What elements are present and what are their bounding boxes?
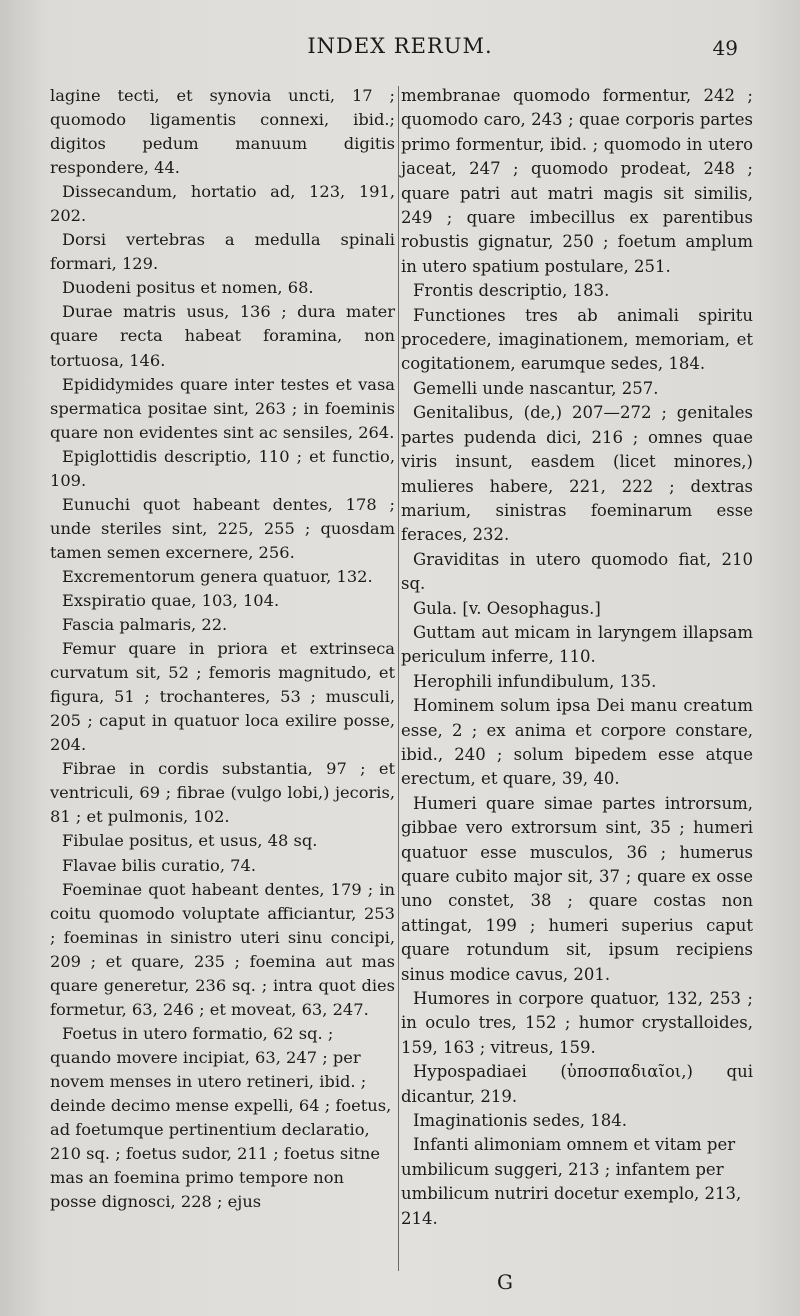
index-entry: Epiglottidis descriptio, 110 ; et functio, 109. — [50, 446, 395, 490]
index-entry: Functiones tres ab animali spiritu procedere, imaginationem, memoriam, et cogitationem, earumque sedes, 184. — [401, 305, 753, 374]
index-entry: Humores in corpore quatuor, 132, 253 ; in oculo tres, 152 ; humor crystalloides, 159, 163 ; vitreus, 159. — [401, 989, 753, 1057]
index-column-left — [50, 84, 395, 1214]
index-entry: Durae matris usus, 136 ; dura mater quare recta habeat foramina, non tortuosa, 146. — [50, 302, 395, 370]
running-head — [0, 34, 800, 62]
index-entry: Infanti alimoniam omnem et vitam per umbilicum suggeri, 213 ; infantem per umbilicum nutriri docetur exemplo, 213, 214. — [401, 1135, 742, 1228]
index-entry: Epididymides quare inter testes et vasa spermatica positae sint, 263 ; in foeminis quare non evidentes sint ac sensiles, 264. — [50, 374, 395, 442]
index-entry: Imaginationis sedes, 184. — [413, 1111, 628, 1131]
index-entry: Herophili infundibulum, 135. — [413, 671, 657, 691]
index-entry: Excrementorum genera quatuor, 132. — [62, 566, 373, 586]
index-entry: Genitalibus, (de,) 207—272 ; genitales partes pudenda dici, 216 ; omnes quae viris insunt, easdem (licet minores,) mulieres habere, 221, 222 ; dextras marium, sinistras foeminarum esse feraces, 232. — [401, 403, 753, 545]
index-entry: Guttam aut micam in laryngem illapsam periculum inferre, 110. — [401, 622, 753, 667]
index-entry: lagine tecti, et synovia uncti, 17 ; quomodo ligamentis connexi, ibid.; digitos pedum manuum digitis respondere, 44. — [50, 86, 395, 178]
index-entry: Hypospadiaei (ὑποσπαδιαῖοι,) qui dicantur, 219. — [401, 1062, 753, 1106]
index-column-right — [401, 84, 753, 1231]
index-entry: Femur quare in priora et extrinseca curvatum sit, 52 ; femoris magnitudo, et figura, 51 ; trochanteres, 53 ; musculi, 205 ; caput in quatuor loca exilire posse, 204. — [50, 639, 395, 755]
index-entry: Fibulae positus, et usus, 48 sq. — [62, 831, 318, 851]
index-entry: Eunuchi quot habeant dentes, 178 ; unde steriles sint, 225, 255 ; quosdam tamen semen excernere, 256. — [50, 494, 395, 562]
index-entry: Dissecandum, hortatio ad, 123, 191, 202. — [50, 182, 395, 226]
index-entry: Graviditas in utero quomodo fiat, 210 sq. — [401, 549, 753, 594]
index-entry: Fascia palmaris, 22. — [62, 615, 228, 635]
column-rule — [398, 86, 399, 1271]
index-entry: Fibrae in cordis substantia, 97 ; et ventriculi, 69 ; fibrae (vulgo lobi,) jecoris, 81 ; et pulmonis, 102. — [50, 759, 395, 827]
index-entry: Exspiratio quae, 103, 104. — [62, 590, 280, 610]
index-entry: Dorsi vertebras a medulla spinali formari, 129. — [50, 230, 395, 274]
index-entry: Foetus in utero formatio, 62 sq. ; quando movere incipiat, 63, 247 ; per novem menses in utero retineri, ibid. ; deinde decimo mense expelli, 64 ; foetus, ad foetumque pertinentium declaratio, 210 sq. ; foetus sudor, 211 ; foetus sitne mas an foemina primo tempore non posse dignosci, 228 ; ejus — [50, 1023, 392, 1212]
index-entry: Hominem solum ipsa Dei manu creatum esse, 2 ; ex anima et corpore constare, ibid., 240 ; solum bipedem esse atque erectum, et quare, 39, 40. — [401, 696, 753, 789]
index-entry: Foeminae quot habeant dentes, 179 ; in coitu quomodo voluptate afficiantur, 253 ; foeminas in sinistro uteri sinu concipi, 209 ; et quare, 235 ; foemina aut mas quare generetur, 236 sq. ; intra quot dies formetur, 63, 246 ; et moveat, 63, 247. — [50, 879, 395, 1019]
page-title: INDEX RERUM. — [307, 34, 493, 58]
page-number: 49 — [712, 36, 738, 60]
index-entry: membranae quomodo formentur, 242 ; quomodo caro, 243 ; quae corporis partes primo formentur, ibid. ; quomodo in utero jaceat, 247 ; quomodo prodeat, 248 ; quare patri aut matri magis sit similis, 249 ; quare imbecillus ex parentibus robustis gignatur, 250 ; foetum amplum in utero spatium postulare, 251. — [401, 86, 753, 276]
index-entry: Flavae bilis curatio, 74. — [62, 855, 257, 875]
index-entry: Humeri quare simae partes introrsum, gibbae vero extrorsum sint, 35 ; humeri quatuor esse musculos, 36 ; humerus quare cubito major sit, 37 ; quare ex osse uno constet, 38 ; quare costas non attingat, 199 ; humeri superius caput quare rotundum sit, ipsum recipiens sinus modice cavus, 201. — [401, 793, 753, 984]
index-entry: Gemelli unde nascantur, 257. — [413, 378, 659, 398]
index-entry: Gula. [v. Oesophagus.] — [413, 598, 601, 618]
index-entry: Duodeni positus et nomen, 68. — [62, 278, 314, 298]
index-entry: Frontis descriptio, 183. — [413, 281, 610, 301]
signature-mark: G — [497, 1270, 513, 1294]
